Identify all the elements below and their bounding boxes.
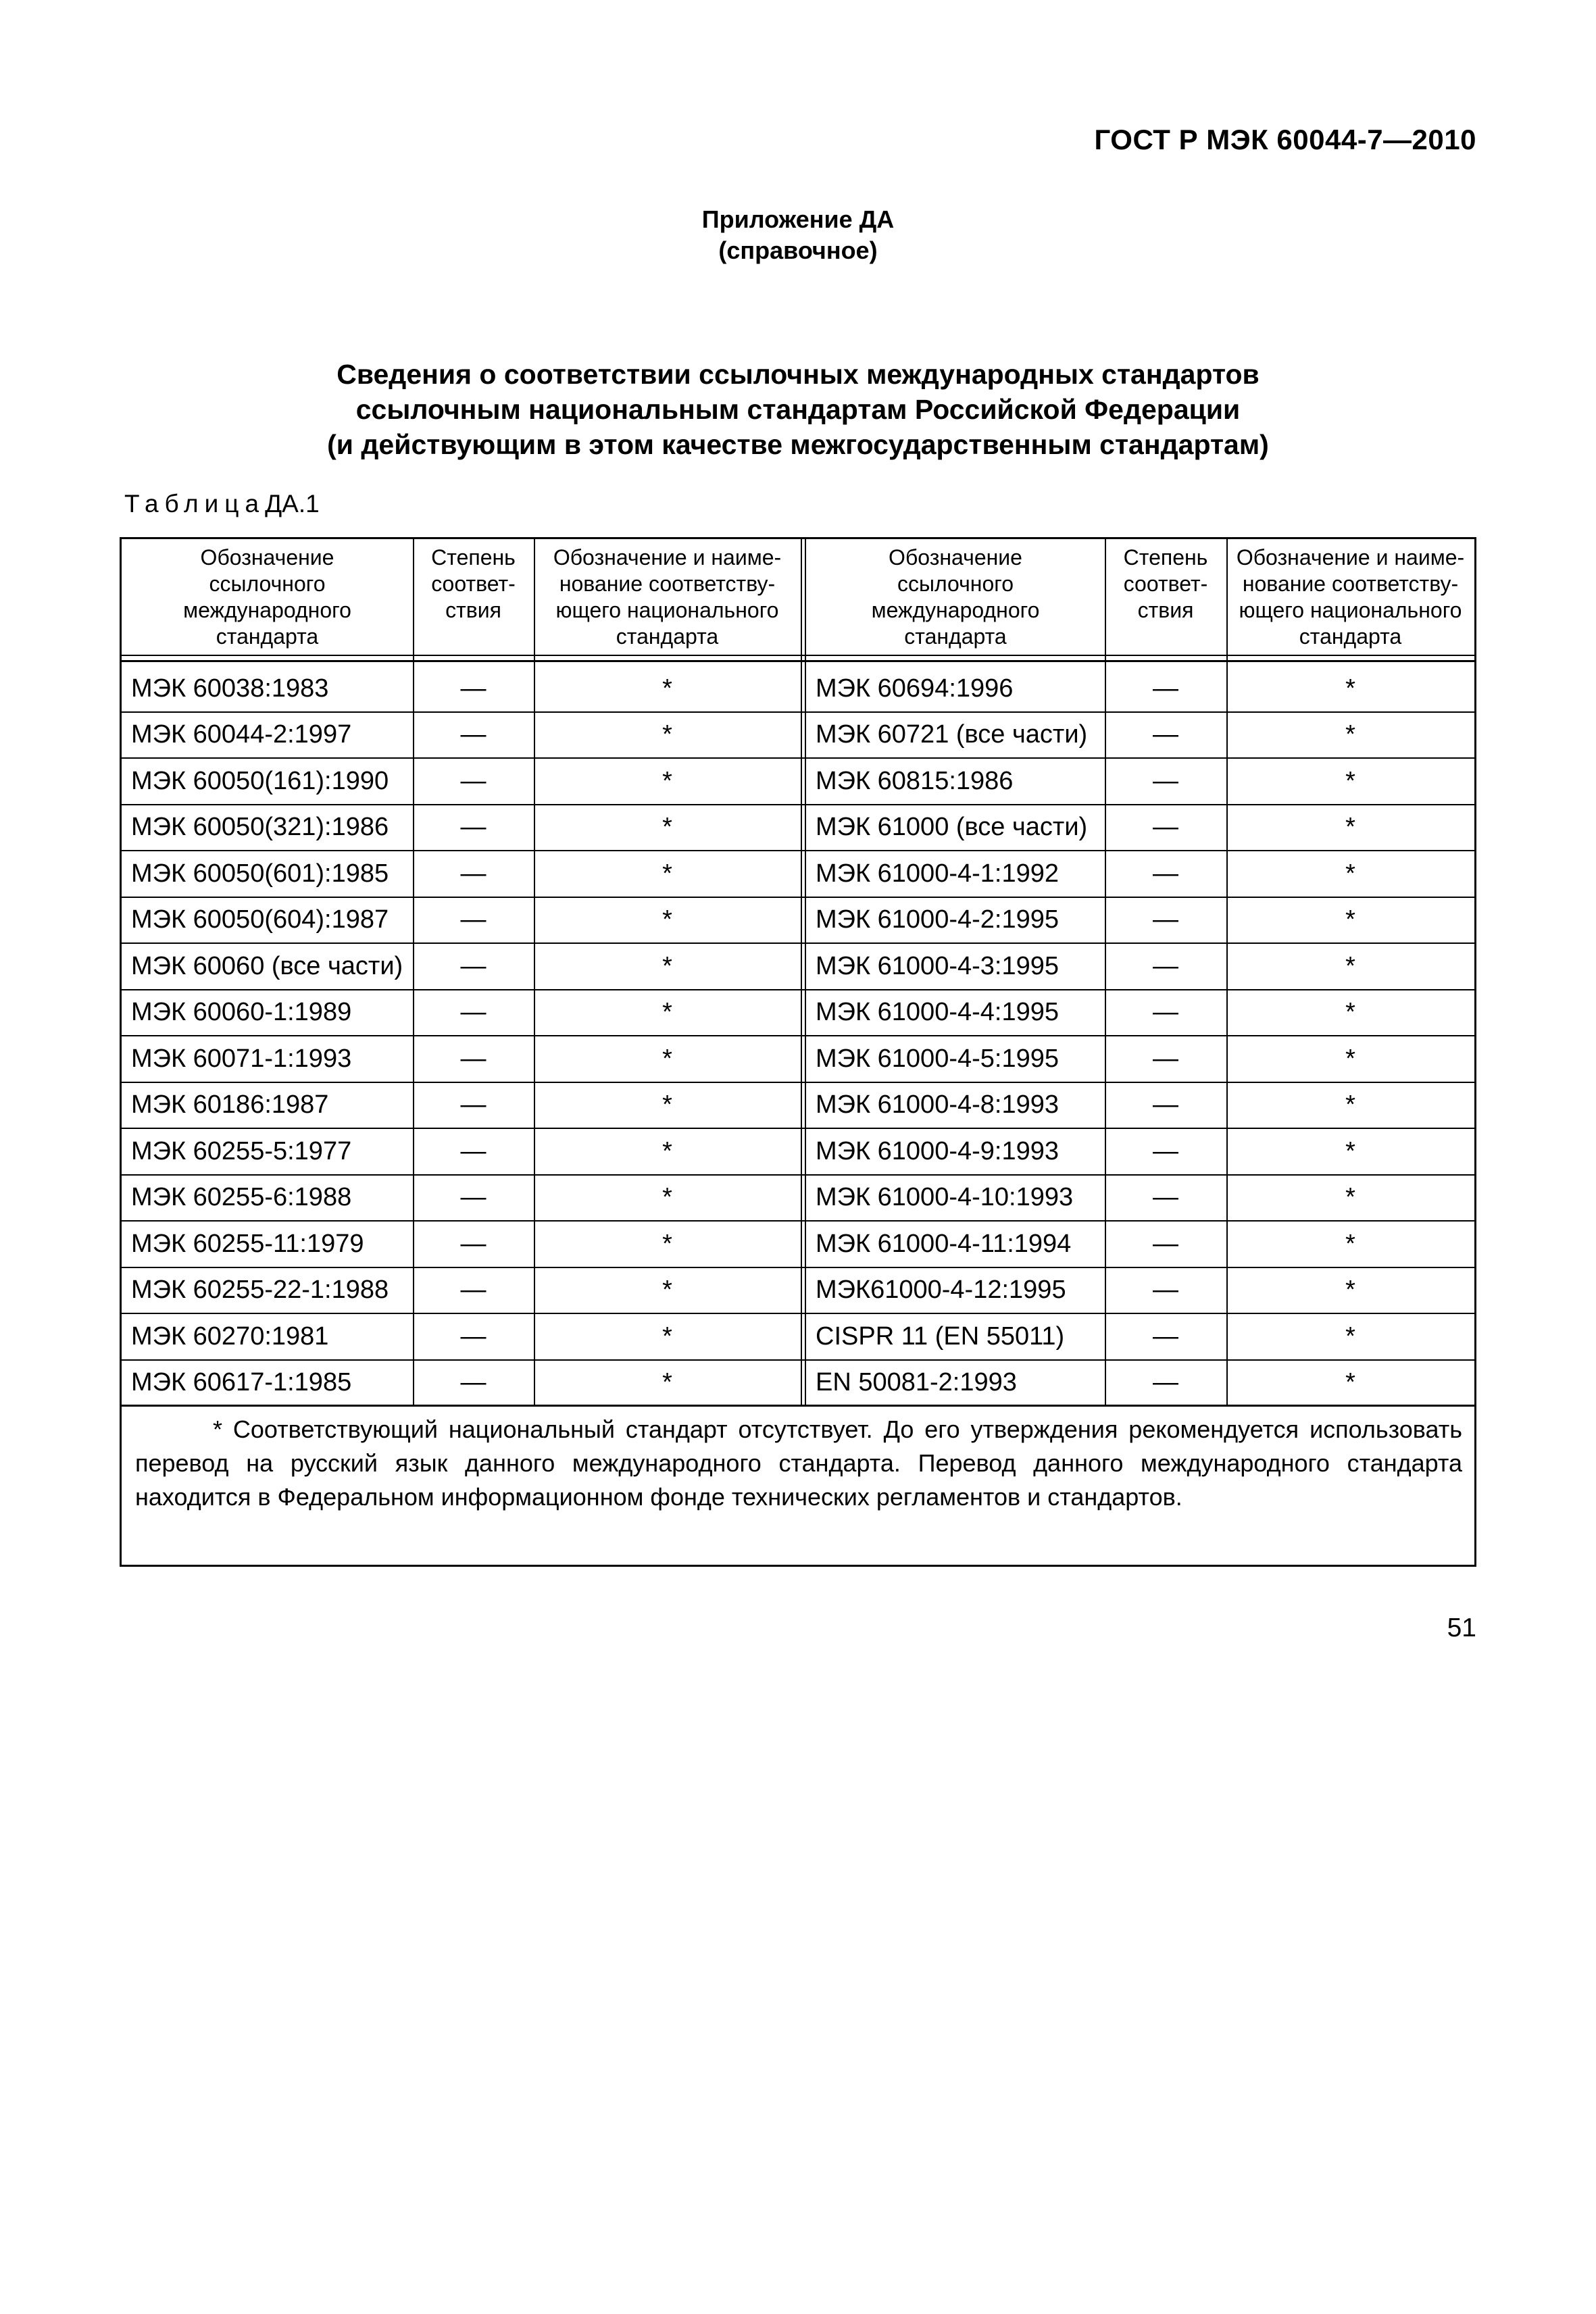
cell-right-standard: МЭК 61000 (все части) — [816, 813, 1088, 842]
cell-left-standard: МЭК 60038:1983 — [131, 674, 329, 703]
cell-right-standard: МЭК 61000-4-4:1995 — [816, 998, 1059, 1027]
header-right-standard — [806, 539, 1105, 660]
cell-left-degree: — — [460, 1276, 487, 1305]
header-line: Степень — [431, 545, 516, 570]
header-left-degree — [413, 539, 534, 660]
table-row — [122, 713, 1474, 759]
cell-right-national: * — [1345, 813, 1355, 842]
cell-left-degree: — — [460, 859, 487, 888]
table-row — [122, 1036, 1474, 1083]
section-heading — [0, 357, 1596, 462]
cell-right-national: * — [1345, 1322, 1355, 1351]
header-line: соответ- — [431, 572, 516, 596]
cell-left-national: * — [662, 813, 672, 842]
header-line: стандарта — [1299, 624, 1402, 649]
cell-left-degree: — — [460, 674, 487, 703]
cell-left-standard: МЭК 60050(321):1986 — [131, 813, 389, 842]
table-row — [122, 898, 1474, 945]
cell-left-standard: МЭК 60050(161):1990 — [131, 766, 389, 795]
cell-right-standard: МЭК 61000-4-3:1995 — [816, 951, 1059, 980]
header-line: ющего национального — [1239, 598, 1462, 622]
cell-right-national: * — [1345, 766, 1355, 795]
cell-left-standard: МЭК 60060-1:1989 — [131, 998, 352, 1027]
cell-left-standard: МЭК 60255-6:1988 — [131, 1183, 352, 1212]
table-row — [122, 805, 1474, 852]
cell-left-degree: — — [460, 1322, 487, 1351]
table-row — [122, 1361, 1474, 1407]
cell-right-degree: — — [1153, 859, 1178, 888]
header-left-national — [534, 539, 801, 660]
correspondence-table — [120, 537, 1476, 1567]
cell-right-standard: EN 50081-2:1993 — [816, 1367, 1017, 1397]
cell-right-degree: — — [1153, 766, 1178, 795]
cell-left-degree: — — [460, 951, 487, 980]
cell-right-degree: — — [1153, 905, 1178, 934]
cell-left-degree: — — [460, 720, 487, 749]
cell-left-degree: — — [460, 1044, 487, 1073]
cell-right-national: * — [1345, 1276, 1355, 1305]
cell-left-degree: — — [460, 1229, 487, 1258]
cell-left-degree: — — [460, 1136, 487, 1165]
cell-right-national: * — [1345, 998, 1355, 1027]
table-row — [122, 851, 1474, 898]
cell-left-national: * — [662, 1090, 672, 1120]
cell-left-degree: — — [460, 766, 487, 795]
cell-right-national: * — [1345, 1367, 1355, 1397]
cell-left-national: * — [662, 674, 672, 703]
table-row — [122, 1222, 1474, 1268]
table-row — [122, 990, 1474, 1037]
table-row — [122, 1176, 1474, 1222]
header-right-national — [1226, 539, 1474, 660]
table-row — [122, 944, 1474, 990]
cell-right-standard: CISPR 11 (EN 55011) — [816, 1322, 1065, 1351]
cell-left-national: * — [662, 1276, 672, 1305]
cell-left-national: * — [662, 905, 672, 934]
table-row — [122, 666, 1474, 713]
table-footnote — [122, 1413, 1474, 1514]
cell-left-national: * — [662, 1183, 672, 1212]
header-line: Обозначение — [200, 545, 334, 570]
cell-right-national: * — [1345, 859, 1355, 888]
header-left-standard — [122, 539, 413, 660]
cell-right-standard: МЭК 61000-4-1:1992 — [816, 859, 1059, 888]
footnote-text: * Соответствующий национальный стандарт отсутствует. До его утверждения рекомендуется использовать перевод на русский язык данного международного стандарта. Перевод данного международного стандарта находится в Федеральном информационном фонде технических регламентов и стандартов. — [135, 1415, 1462, 1511]
heading-line-1: Сведения о соответствии ссылочных международных стандартов — [336, 359, 1260, 390]
heading-line-2: ссылочным национальным стандартам Российской Федерации — [355, 394, 1241, 425]
cell-left-degree: — — [460, 813, 487, 842]
cell-right-degree: — — [1153, 1322, 1178, 1351]
table-label-word: Таблица — [124, 490, 266, 518]
page-number: 51 — [1447, 1613, 1476, 1642]
cell-right-degree: — — [1153, 813, 1178, 842]
cell-left-standard: МЭК 60255-11:1979 — [131, 1229, 364, 1258]
cell-right-standard: МЭК 61000-4-5:1995 — [816, 1044, 1059, 1073]
table-row — [122, 1314, 1474, 1361]
document-code: ГОСТ Р МЭК 60044-7—2010 — [1094, 124, 1476, 155]
cell-right-national: * — [1345, 1229, 1355, 1258]
appendix-type: (справочное) — [718, 236, 878, 264]
cell-right-national: * — [1345, 905, 1355, 934]
cell-left-national: * — [662, 1136, 672, 1165]
cell-left-standard: МЭК 60044-2:1997 — [131, 720, 352, 749]
cell-right-degree: — — [1153, 1367, 1178, 1397]
cell-right-degree: — — [1153, 1276, 1178, 1305]
cell-left-degree: — — [460, 998, 487, 1027]
header-line: международного — [871, 598, 1040, 622]
table-header-row — [122, 539, 1474, 662]
header-line: международного — [183, 598, 351, 622]
header-line: ющего национального — [555, 598, 779, 622]
column-divider — [413, 539, 414, 1407]
cell-left-degree: — — [460, 1090, 487, 1120]
cell-left-standard: МЭК 60050(604):1987 — [131, 905, 389, 934]
cell-left-national: * — [662, 1229, 672, 1258]
header-line: Обозначение и наиме- — [553, 545, 782, 570]
table-label — [124, 490, 320, 518]
header-right-degree — [1105, 539, 1226, 660]
cell-right-standard: МЭК61000-4-12:1995 — [816, 1276, 1066, 1305]
cell-left-standard: МЭК 60050(601):1985 — [131, 859, 389, 888]
cell-left-national: * — [662, 766, 672, 795]
cell-right-standard: МЭК 61000-4-10:1993 — [816, 1183, 1074, 1212]
header-line: Степень — [1123, 545, 1208, 570]
cell-left-national: * — [662, 720, 672, 749]
cell-left-standard: МЭК 60617-1:1985 — [131, 1367, 352, 1397]
cell-left-national: * — [662, 998, 672, 1027]
cell-right-degree: — — [1153, 1090, 1178, 1120]
cell-left-national: * — [662, 951, 672, 980]
header-line: нование соответству- — [559, 572, 776, 596]
cell-right-national: * — [1345, 1044, 1355, 1073]
cell-right-degree: — — [1153, 1183, 1178, 1212]
cell-right-national: * — [1345, 1136, 1355, 1165]
cell-right-degree: — — [1153, 1229, 1178, 1258]
table-row — [122, 1083, 1474, 1130]
cell-right-national: * — [1345, 1183, 1355, 1212]
table-body — [122, 666, 1474, 1407]
cell-left-degree: — — [460, 905, 487, 934]
column-divider — [534, 539, 535, 1407]
table-center-double-divider — [801, 539, 806, 1407]
cell-left-national: * — [662, 1044, 672, 1073]
cell-right-standard: МЭК 60815:1986 — [816, 766, 1014, 795]
table-row — [122, 1129, 1474, 1176]
cell-left-national: * — [662, 1367, 672, 1397]
header-line: Обозначение и наиме- — [1236, 545, 1465, 570]
cell-right-degree: — — [1153, 720, 1178, 749]
cell-right-standard: МЭК 60721 (все части) — [816, 720, 1088, 749]
cell-right-degree: — — [1153, 998, 1178, 1027]
header-line: стандарта — [216, 624, 319, 649]
header-line: Обозначение — [889, 545, 1022, 570]
cell-right-national: * — [1345, 1090, 1355, 1120]
appendix-title: Приложение ДА — [701, 205, 895, 233]
header-line: соответ- — [1123, 572, 1208, 596]
cell-left-degree: — — [460, 1367, 487, 1397]
cell-right-degree: — — [1153, 1044, 1178, 1073]
cell-left-degree: — — [460, 1183, 487, 1212]
header-line: ствия — [1137, 598, 1194, 622]
cell-right-national: * — [1345, 674, 1355, 703]
cell-right-degree: — — [1153, 674, 1178, 703]
cell-right-degree: — — [1153, 951, 1178, 980]
cell-left-standard: МЭК 60186:1987 — [131, 1090, 329, 1120]
column-divider — [1105, 539, 1106, 1407]
cell-left-national: * — [662, 1322, 672, 1351]
column-divider — [1226, 539, 1228, 1407]
header-line: стандарта — [616, 624, 719, 649]
header-line: ссылочного — [209, 572, 326, 596]
cell-left-standard: МЭК 60255-22-1:1988 — [131, 1276, 389, 1305]
cell-right-national: * — [1345, 720, 1355, 749]
cell-left-standard: МЭК 60255-5:1977 — [131, 1136, 352, 1165]
cell-left-national: * — [662, 859, 672, 888]
table-label-number: ДА.1 — [265, 490, 320, 518]
header-line: стандарта — [904, 624, 1007, 649]
header-line: нование соответству- — [1242, 572, 1459, 596]
header-line: ссылочного — [897, 572, 1014, 596]
cell-right-standard: МЭК 61000-4-2:1995 — [816, 905, 1059, 934]
cell-left-standard: МЭК 60071-1:1993 — [131, 1044, 352, 1073]
header-line: ствия — [445, 598, 501, 622]
table-row — [122, 1268, 1474, 1315]
cell-left-standard: МЭК 60060 (все части) — [131, 951, 403, 980]
cell-left-standard: МЭК 60270:1981 — [131, 1322, 329, 1351]
cell-right-standard: МЭК 61000-4-9:1993 — [816, 1136, 1059, 1165]
cell-right-standard: МЭК 61000-4-8:1993 — [816, 1090, 1059, 1120]
cell-right-national: * — [1345, 951, 1355, 980]
heading-line-3: (и действующим в этом качестве межгосударственным стандартам) — [327, 429, 1269, 460]
cell-right-standard: МЭК 61000-4-11:1994 — [816, 1229, 1072, 1258]
cell-right-degree: — — [1153, 1136, 1178, 1165]
cell-right-standard: МЭК 60694:1996 — [816, 674, 1014, 703]
table-row — [122, 759, 1474, 805]
